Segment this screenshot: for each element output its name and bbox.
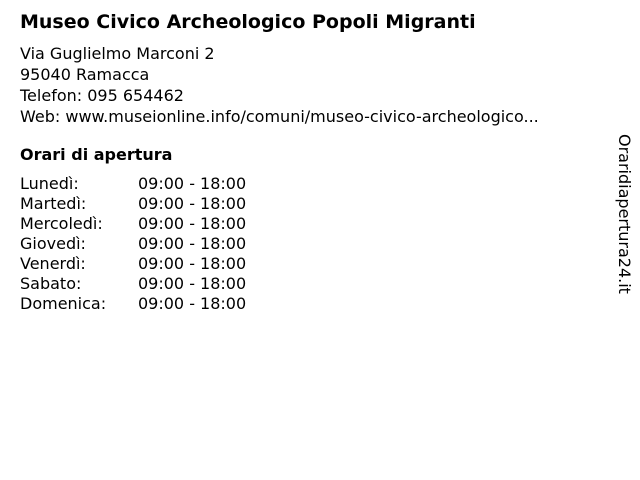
hours-day: Domenica:	[20, 294, 107, 313]
opening-hours-title: Orari di apertura	[20, 145, 173, 164]
venue-web: Web: www.museionline.info/comuni/museo-civico-archeologico...	[20, 107, 539, 126]
hours-time: 09:00 - 18:00	[138, 234, 247, 253]
hours-day: Venerdì:	[20, 254, 86, 273]
hours-time: 09:00 - 18:00	[138, 174, 247, 193]
venue-address-block	[20, 43, 539, 127]
hours-day: Sabato:	[20, 274, 82, 293]
watermark-text: Oraridiapertura24.it	[615, 134, 634, 294]
hours-time: 09:00 - 18:00	[138, 194, 247, 213]
venue-street: Via Guglielmo Marconi 2	[20, 44, 215, 63]
hours-day: Martedì:	[20, 194, 87, 213]
hours-time: 09:00 - 18:00	[138, 294, 247, 313]
venue-phone: Telefon: 095 654462	[20, 86, 184, 105]
hours-time: 09:00 - 18:00	[138, 214, 247, 233]
venue-title: Museo Civico Archeologico Popoli Migranti	[20, 11, 476, 33]
hours-time: 09:00 - 18:00	[138, 274, 247, 293]
site-watermark	[610, 134, 638, 310]
hours-day: Lunedì:	[20, 174, 79, 193]
hours-day: Giovedì:	[20, 234, 86, 253]
venue-city: 95040 Ramacca	[20, 65, 150, 84]
hours-time: 09:00 - 18:00	[138, 254, 247, 273]
hours-day: Mercoledì:	[20, 214, 103, 233]
